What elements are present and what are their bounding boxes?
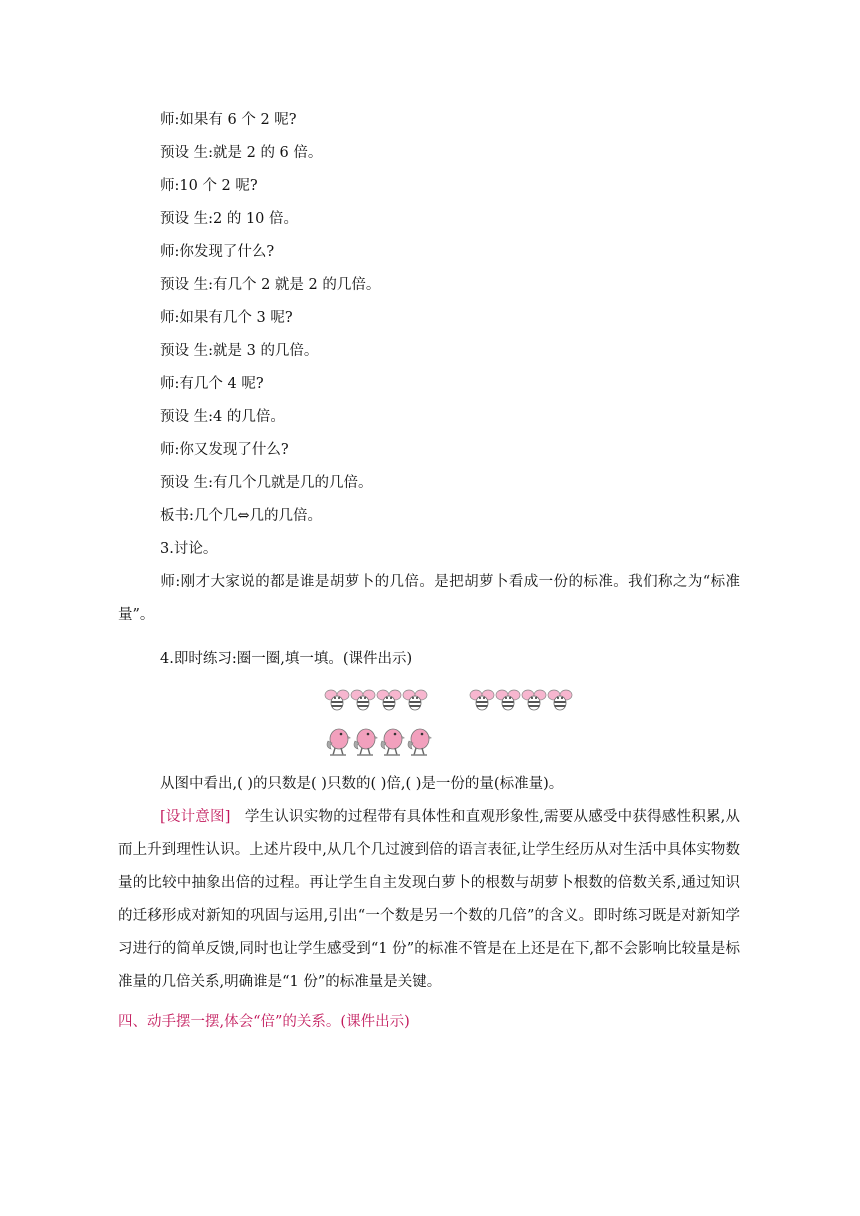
bird-icon: [351, 725, 378, 757]
bee-icon: [324, 687, 350, 713]
design-intent-paragraph: [118, 801, 740, 999]
dialogue-line: 预设 生:就是 2 的 6 倍。: [160, 145, 323, 161]
exercise-title: 4.即时练习:圈一圈,填一填。(课件出示): [160, 651, 413, 667]
dialogue-line: 预设 生:4 的几倍。: [160, 409, 285, 425]
bee-icon: [469, 687, 495, 713]
design-intent-tag: [设计意图]: [160, 809, 231, 825]
dialogue-line: 预设 生:有几个 2 就是 2 的几倍。: [160, 277, 381, 293]
bee-icon: [376, 687, 402, 713]
dialogue-line: 师:如果有几个 3 呢?: [160, 310, 293, 326]
bee-icon: [402, 687, 428, 713]
bee-icon: [350, 687, 376, 713]
blackboard-line: 板书:几个几⇔几的几倍。: [160, 508, 323, 524]
bird-icon: [378, 725, 405, 757]
bird-group: [324, 725, 432, 741]
bird-icon: [324, 725, 351, 757]
dialogue-line: 师:如果有 6 个 2 呢?: [160, 112, 297, 128]
dialogue-line: 预设 生:就是 3 的几倍。: [160, 343, 319, 359]
design-intent-text: 学生认识实物的过程带有具体性和直观形象性,需要从感受中获得感性积累,从而上升到理性认识。上述片段中,从几个几过渡到倍的语言表征,让学生经历从对生活中具体实物数量的比较中抽象出倍的过程。再让学生自主发现白萝卜的根数与胡萝卜根数的倍数关系,通过知识的迁移形成对新知的巩固与运用,引出“一个数是另一个数的几倍”的含义。即时练习既是对新知学习进行的简单反馈,同时也让学生感受到“1 份”的标准不管是在上还是在下,都不会影响比较量是标准量的几倍关系,明确谁是“1 份”的标准量是关键。: [118, 809, 740, 990]
bee-row: [324, 687, 584, 717]
fill-blank-sentence: 从图中看出,( )的只数是( )只数的( )倍,( )是一份的量(标准量)。: [160, 776, 564, 792]
bee-group-2: [469, 687, 573, 703]
dialogue-line: 师:10 个 2 呢?: [160, 178, 258, 194]
dialogue-line: 师:你又发现了什么?: [160, 442, 289, 458]
dialogue-line: 预设 生:2 的 10 倍。: [160, 211, 298, 227]
dialogue-line: 师:有几个 4 呢?: [160, 376, 264, 392]
dialogue-line: 预设 生:有几个几就是几的几倍。: [160, 475, 373, 491]
bee-icon: [521, 687, 547, 713]
bird-icon: [405, 725, 432, 757]
step-heading: 3.讨论。: [160, 541, 218, 557]
bird-row: [324, 725, 464, 759]
bee-icon: [547, 687, 573, 713]
bee-icon: [495, 687, 521, 713]
section-heading: 四、动手摆一摆,体会“倍”的关系。(课件出示): [118, 1014, 410, 1030]
discussion-paragraph: [118, 566, 740, 632]
dialogue-line: 师:你发现了什么?: [160, 244, 275, 260]
discussion-text: 师:刚才大家说的都是谁是胡萝卜的几倍。是把胡萝卜看成一份的标准。我们称之为“标准量”。: [118, 574, 740, 623]
bee-group-1: [324, 687, 428, 703]
